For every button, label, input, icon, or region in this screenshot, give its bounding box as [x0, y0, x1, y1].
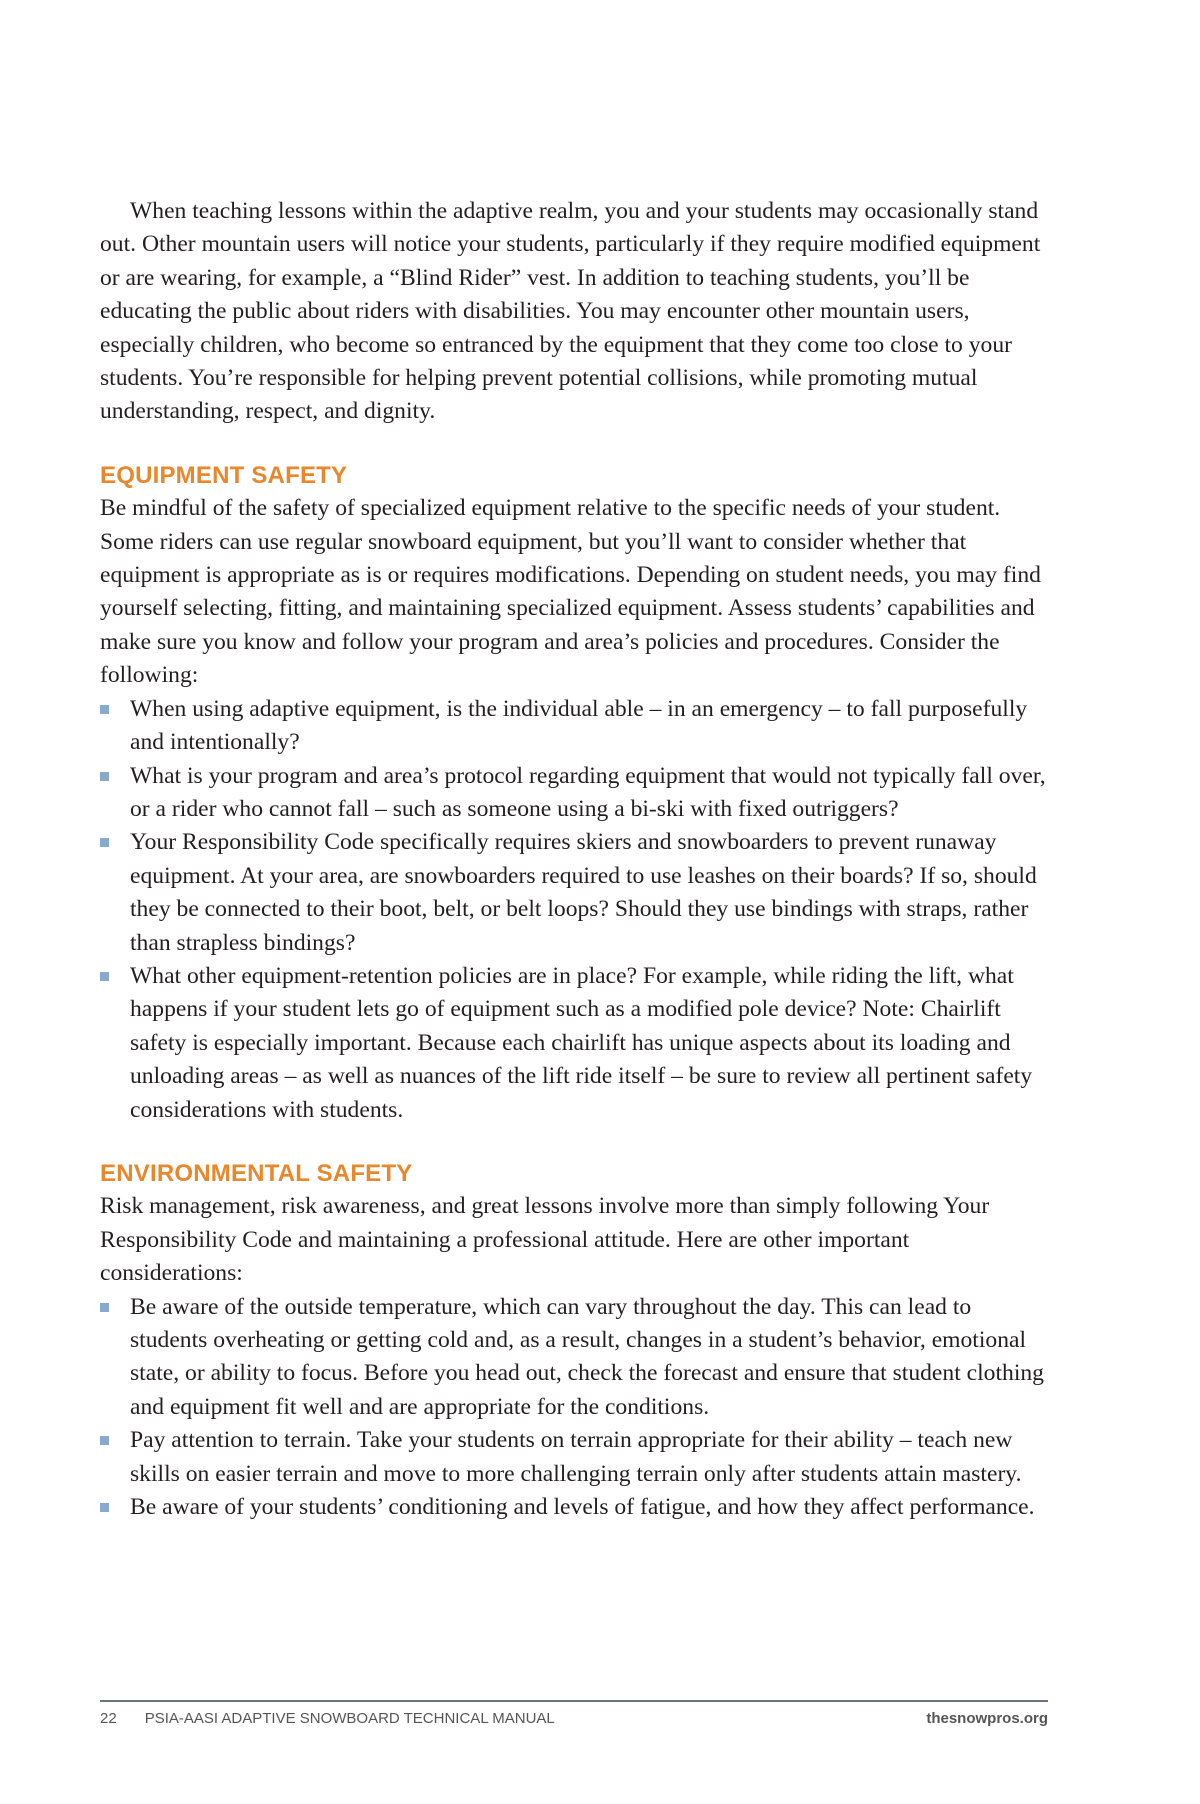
- list-item: [100, 826, 1048, 960]
- list-item: [100, 693, 1048, 760]
- list-item: [100, 960, 1048, 1127]
- page-content: [100, 195, 1048, 1524]
- page-number: 22: [100, 1710, 117, 1727]
- intro-paragraph: When teaching lessons within the adaptive realm, you and your students may occasionally stand out. Other mountain users will notice your students, particularly if they require modified equipment or are wearing, for example, a “Blind Rider” vest. In addition to teaching students, you’ll be educating the public about riders with disabilities. You may encounter other mountain users, especially children, who become so entranced by the equipment that they come too close to your students. You’re responsible for helping prevent potential collisions, while promoting mutual understanding, respect, and dignity.: [100, 198, 1041, 425]
- list-item: [100, 760, 1048, 827]
- list-item-text: When using adaptive equipment, is the individual able – in an emergency – to fall purposefully and intentionally?: [130, 695, 1028, 756]
- equipment-safety-heading: EQUIPMENT SAFETY: [100, 461, 348, 489]
- equipment-safety-body: Be mindful of the safety of specialized equipment relative to the specific needs of your student. Some riders can use regular snowboard equipment, but you’ll want to consider whether that equipment is appropriate as is or requires modifications. Depending on student needs, you may find yourself selecting, fitting, and maintaining specialized equipment. Assess students’ capabilities and make sure you know and follow your program and area’s policies and procedures. Consider the following:: [100, 495, 1041, 689]
- square-bullet-icon: [100, 972, 109, 981]
- square-bullet-icon: [100, 705, 109, 714]
- environmental-safety-list: [100, 1291, 1048, 1525]
- square-bullet-icon: [100, 1436, 109, 1445]
- list-item-text: Pay attention to terrain. Take your students on terrain appropriate for their ability – teach new skills on easier terrain and move to more challenging terrain only after students attain mastery.: [130, 1427, 1022, 1487]
- environmental-safety-heading: ENVIRONMENTAL SAFETY: [100, 1159, 413, 1187]
- list-item-text: Be aware of your students’ conditioning and levels of fatigue, and how they affect performance.: [130, 1494, 1035, 1521]
- list-item-text: Your Responsibility Code specifically requires skiers and snowboarders to prevent runaway equipment. At your area, are snowboarders required to use leashes on their boards? If so, should they be connected to their boot, belt, or belt loops? Should they use bindings with straps, rather than strapless bindings?: [130, 829, 1037, 956]
- equipment-safety-list: [100, 693, 1048, 1127]
- square-bullet-icon: [100, 1303, 109, 1312]
- list-item-text: What is your program and area’s protocol regarding equipment that would not typically fall over, or a rider who cannot fall – such as someone using a bi-ski with fixed outriggers?: [130, 762, 1046, 822]
- environmental-safety-body: Risk management, risk awareness, and great lessons involve more than simply following Your Responsibility Code and maintaining a professional attitude. Here are other important considerations:: [100, 1193, 990, 1287]
- square-bullet-icon: [100, 838, 109, 847]
- list-item: [100, 1291, 1048, 1425]
- list-item: [100, 1424, 1048, 1491]
- manual-title: PSIA-AASI ADAPTIVE SNOWBOARD TECHNICAL MANUAL: [144, 1710, 555, 1727]
- page-footer: [100, 1700, 1048, 1727]
- square-bullet-icon: [100, 772, 109, 781]
- list-item-text: Be aware of the outside temperature, which can vary throughout the day. This can lead to students overheating or getting cold and, as a result, changes in a student’s behavior, emotional state, or ability to focus. Before you head out, check the forecast and ensure that student clothing and equipment fit well and are appropriate for the conditions.: [130, 1293, 1044, 1420]
- website-link[interactable]: thesnowpros.org: [926, 1710, 1048, 1727]
- square-bullet-icon: [100, 1503, 109, 1512]
- list-item: [100, 1491, 1048, 1524]
- list-item-text: What other equipment-retention policies are in place? For example, while riding the lift, what happens if your student lets go of equipment such as a modified pole device? Note: Chairlift safety is especially important. Because each chairlift has unique aspects about its loading and unloading areas – as well as nuances of the lift ride itself – be sure to review all pertinent safety considerations with students.: [130, 962, 1033, 1123]
- footer-left: [100, 1710, 555, 1727]
